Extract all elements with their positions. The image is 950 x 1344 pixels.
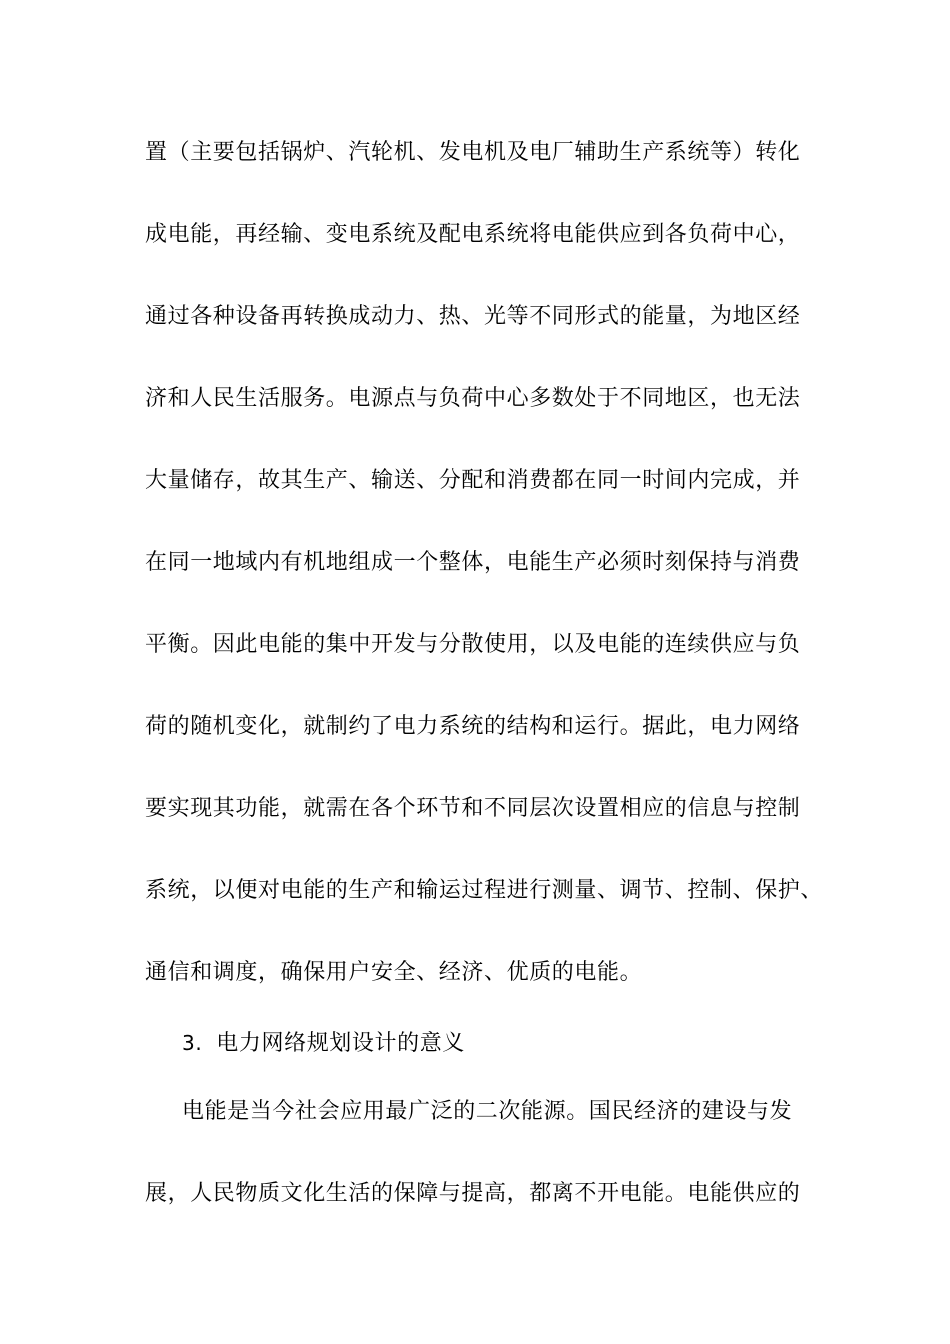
text-line: 通过各种设备再转换成动力、热、光等不同形式的能量，为地区经 <box>145 304 801 329</box>
section-title: 电力网络规划设计的意义 <box>216 1031 465 1056</box>
section-number: 3. <box>182 1031 203 1055</box>
text-line: 大量储存，故其生产、输送、分配和消费都在同一时间内完成，并 <box>145 468 801 493</box>
text-line: 平衡。因此电能的集中开发与分散使用，以及电能的连续供应与负 <box>145 632 801 657</box>
text-line: 展，人民物质文化生活的保障与提高，都离不开电能。电能供应的 <box>145 1181 801 1206</box>
text-line: 在同一地域内有机地组成一个整体，电能生产必须时刻保持与消费 <box>145 550 801 575</box>
text-line: 荷的随机变化，就制约了电力系统的结构和运行。据此，电力网络 <box>145 714 801 739</box>
text-line: 要实现其功能，就需在各个环节和不同层次设置相应的信息与控制 <box>145 796 801 821</box>
text-line: 通信和调度，确保用户安全、经济、优质的电能。 <box>145 960 643 985</box>
text-line: 济和人民生活服务。电源点与负荷中心多数处于不同地区，也无法 <box>145 386 801 411</box>
text-line: 置（主要包括锅炉、汽轮机、发电机及电厂辅助生产系统等）转化 <box>145 140 801 165</box>
section-heading <box>182 1028 465 1059</box>
text-line: 成电能，再经输、变电系统及配电系统将电能供应到各负荷中心， <box>145 222 801 247</box>
text-line: 系统，以便对电能的生产和输运过程进行测量、调节、控制、保护、 <box>145 878 824 903</box>
text-line: 电能是当今社会应用最广泛的二次能源。国民经济的建设与发 <box>182 1099 793 1124</box>
